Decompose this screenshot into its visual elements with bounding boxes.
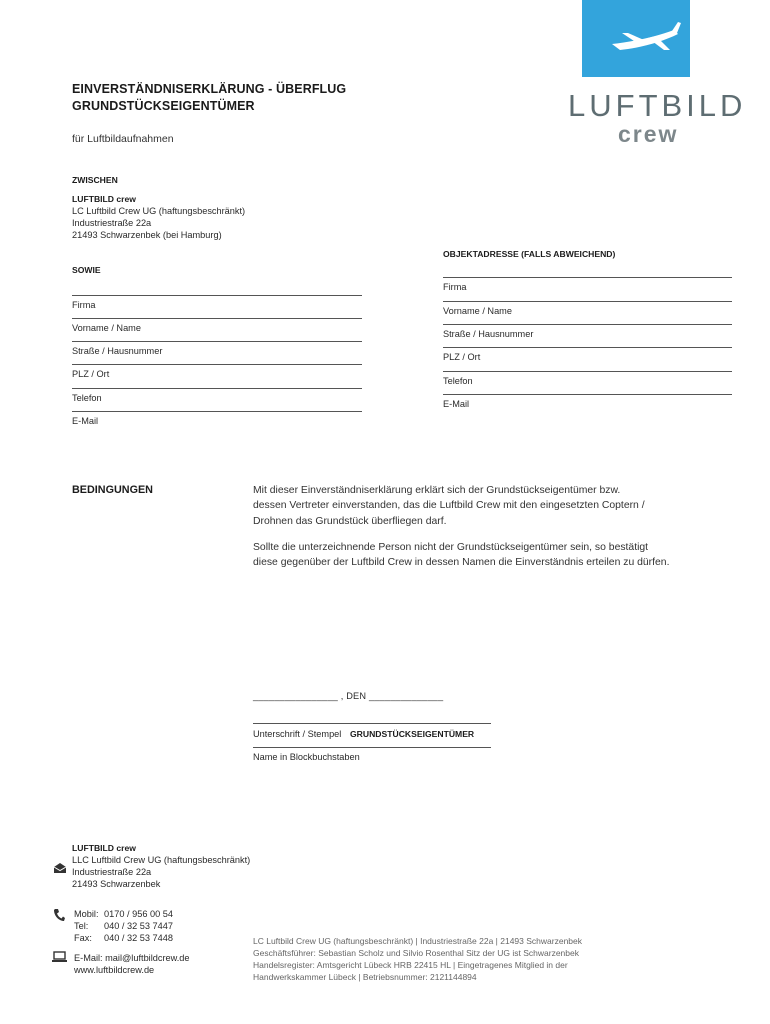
footer-fax: 040 / 32 53 7448 (104, 933, 173, 943)
footer-city: 21493 Schwarzenbek (72, 879, 161, 889)
plane-icon (582, 0, 690, 77)
conditions-line: Sollte die unterzeichnende Person nicht der Grundstückseigentümer sein, so bestätigt (253, 542, 649, 553)
company-legal: LC Luftbild Crew UG (haftungsbeschränkt) (72, 206, 246, 216)
object-company-field[interactable] (443, 277, 732, 293)
field-label: E-Mail (72, 416, 99, 426)
footer-tel[interactable]: 040 / 32 53 7447 (104, 921, 173, 931)
footer-fax-label: Fax: (74, 933, 92, 943)
owner-label: GRUNDSTÜCKSEIGENTÜMER (350, 729, 475, 739)
conditions-heading: BEDINGUNGEN (72, 484, 153, 496)
logo-crew: crew (618, 121, 679, 147)
footer-legal-line: Geschäftsführer: Sebastian Scholz und Silvio Rosenthal Sitz der UG ist Schwarzenbek (253, 948, 579, 958)
logo-box (582, 0, 690, 77)
conditions-line: Mit dieser Einverständniserklärung erklärt sich der Grundstückseigentümer bzw. (253, 485, 621, 496)
owner-company-field[interactable] (72, 295, 362, 311)
footer-legal-line: Handelsregister: Amtsgericht Lübeck HRB 22415 HL | Eingetragenes Mitglied in der (253, 960, 568, 970)
page-title-line2: GRUNDSTÜCKSEIGENTÜMER (72, 99, 255, 113)
logo-wordmark: LUFTBILD (568, 88, 747, 123)
conditions-paragraph-1 (253, 483, 723, 529)
footer-web[interactable]: www.luftbildcrew.de (74, 965, 155, 975)
conditions-paragraph-2 (253, 540, 723, 571)
owner-phone-field[interactable] (72, 388, 362, 404)
field-label: Telefon (72, 393, 102, 403)
page-subtitle: für Luftbildaufnahmen (72, 133, 174, 145)
object-phone-field[interactable] (443, 371, 732, 387)
block-name-label: Name in Blockbuchstaben (253, 752, 360, 762)
owner-name-field[interactable] (72, 318, 362, 334)
input-line[interactable] (72, 341, 362, 342)
and-heading: SOWIE (72, 265, 101, 275)
conditions-line: diese gegenüber der Luftbild Crew in dessen Namen die Einverständnis erteilen zu dürfen. (253, 557, 670, 569)
field-label: E-Mail (443, 399, 470, 409)
footer-email[interactable]: E-Mail: mail@luftbildcrew.de (74, 953, 190, 963)
footer-mobile[interactable]: 0170 / 956 00 54 (104, 909, 173, 919)
footer-mobile-label: Mobil: (74, 909, 99, 919)
company-city: 21493 Schwarzenbek (bei Hamburg) (72, 230, 222, 240)
object-street-field[interactable] (443, 324, 732, 340)
footer-legal-line: LC Luftbild Crew UG (haftungsbeschränkt) | Industriestraße 22a | 21493 Schwarzenbek (253, 936, 583, 946)
signature-label: Unterschrift / Stempel (253, 729, 342, 739)
field-label: Straße / Hausnummer (72, 346, 163, 356)
input-line[interactable] (72, 388, 362, 389)
input-line[interactable] (443, 277, 732, 278)
conditions-line: Drohnen das Grundstück überfliegen darf. (253, 515, 447, 527)
footer-company: LUFTBILD crew (72, 843, 136, 853)
signature-line[interactable] (253, 723, 491, 724)
mail-icon (53, 862, 67, 874)
conditions-line: dessen Vertreter einverstanden, das die Luftbild Crew mit den eingesetzten Coptern / (253, 500, 645, 512)
owner-city-field[interactable] (72, 364, 362, 380)
page-title-line1: EINVERSTÄNDNISERKLÄRUNG - ÜBERFLUG (72, 82, 347, 96)
input-line[interactable] (443, 394, 732, 395)
field-label: PLZ / Ort (443, 352, 481, 362)
laptop-icon (52, 951, 67, 963)
object-heading: OBJEKTADRESSE (FALLS ABWEICHEND) (443, 249, 616, 259)
object-email-field[interactable] (443, 394, 732, 410)
input-line[interactable] (72, 318, 362, 319)
input-line[interactable] (72, 364, 362, 365)
object-name-field[interactable] (443, 301, 732, 317)
footer-legal: LLC Luftbild Crew UG (haftungsbeschränkt) (72, 855, 251, 865)
footer-street: Industriestraße 22a (72, 867, 152, 877)
input-line[interactable] (443, 301, 732, 302)
footer-legal-line: Handwerkskammer Lübeck | Betriebsnummer: 2121144894 (253, 972, 477, 982)
field-label: PLZ / Ort (72, 369, 110, 379)
owner-email-field[interactable] (72, 411, 362, 427)
field-label: Firma (443, 282, 467, 292)
phone-icon (53, 908, 65, 922)
block-name-line[interactable] (253, 747, 491, 748)
owner-street-field[interactable] (72, 341, 362, 357)
place-date-field[interactable]: ________________ , DEN ______________ (253, 691, 444, 701)
input-line[interactable] (443, 324, 732, 325)
input-line[interactable] (443, 371, 732, 372)
object-city-field[interactable] (443, 347, 732, 363)
footer-tel-label: Tel: (74, 921, 89, 931)
field-label: Straße / Hausnummer (443, 329, 534, 339)
company-street: Industriestraße 22a (72, 218, 152, 228)
input-line[interactable] (72, 295, 362, 296)
input-line[interactable] (443, 347, 732, 348)
between-heading: ZWISCHEN (72, 175, 118, 185)
field-label: Vorname / Name (443, 306, 512, 316)
field-label: Vorname / Name (72, 323, 141, 333)
field-label: Telefon (443, 376, 473, 386)
field-label: Firma (72, 300, 96, 310)
input-line[interactable] (72, 411, 362, 412)
company-name: LUFTBILD crew (72, 194, 136, 204)
